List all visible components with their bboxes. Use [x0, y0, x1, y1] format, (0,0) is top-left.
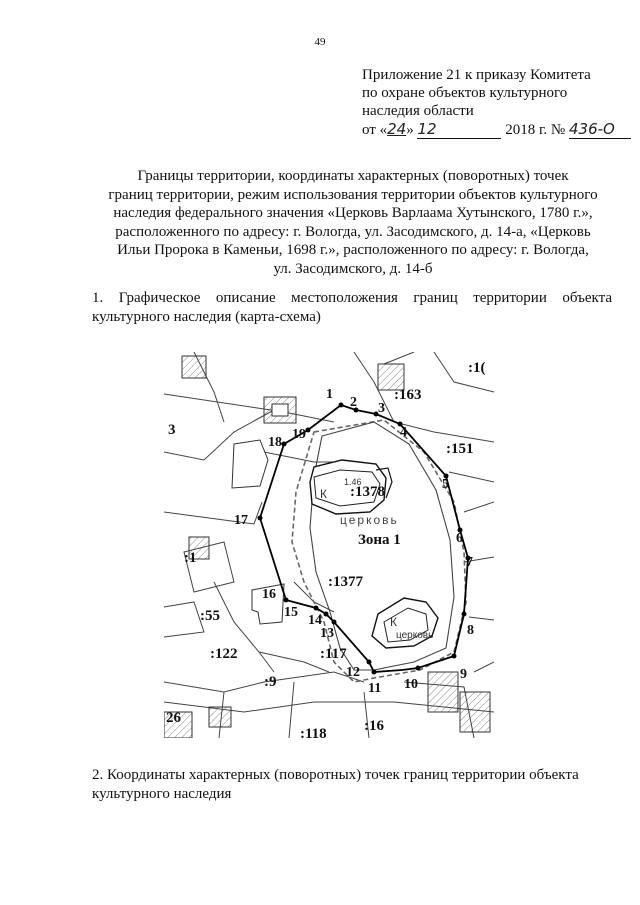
buildings — [164, 356, 490, 738]
parcel-26: 26 — [166, 710, 181, 726]
point-label-5: 5 — [442, 477, 449, 492]
document-title — [94, 167, 612, 278]
parcel-117: :117 — [320, 646, 347, 662]
date-prefix: от « — [362, 122, 388, 138]
zone-label: Зона 1 — [358, 532, 401, 548]
parcel-151: :151 — [446, 441, 474, 457]
point-label-19: 19 — [292, 427, 306, 442]
appendix-header — [362, 66, 632, 139]
point-label-2: 2 — [350, 395, 357, 410]
page-number: 49 — [314, 36, 326, 48]
point-label-14: 14 — [308, 613, 322, 628]
point-label-7: 7 — [466, 555, 473, 570]
point-label-15: 15 — [284, 605, 298, 620]
parcel-1: :1 — [184, 550, 197, 566]
date-day: 24 — [387, 120, 407, 138]
point-label-13: 13 — [320, 626, 334, 641]
point-label-12: 12 — [346, 665, 360, 680]
parcel-9: :9 — [264, 674, 277, 690]
site-map-svg — [164, 352, 494, 738]
parcel-1378: :1378 — [350, 484, 385, 500]
title-line-2: границ территории, режим использования территории объектов культурного — [108, 186, 598, 203]
title-line-6: ул. Засодимского, д. 14-б — [273, 260, 433, 277]
section-1-heading: 1. Графическое описание местоположения границ территории объекта культурного наследия (карта-схема) — [92, 290, 612, 325]
point-label-1: 1 — [326, 387, 333, 402]
point-label-16: 16 — [262, 587, 276, 602]
parcel-1377: :1377 — [328, 574, 363, 590]
appendix-line-1: Приложение 21 к приказу Комитета — [362, 67, 591, 83]
point-label-9: 9 — [460, 667, 467, 682]
church-bottom-letter: К — [390, 615, 397, 629]
section-2-heading: 2. Координаты характерных (поворотных) точек границ территории объекта культурного наследия — [92, 767, 579, 802]
point-label-10: 10 — [404, 677, 418, 692]
site-map — [164, 352, 494, 738]
parcel-3: 3 — [168, 422, 176, 438]
parcel-16: :16 — [364, 718, 384, 734]
parcel-118: :118 — [300, 726, 327, 738]
point-label-3: 3 — [378, 401, 385, 416]
title-line-5: Ильи Пророка в Каменьи, 1698 г.», расположенного по адресу: г. Вологда, — [117, 242, 589, 258]
parcel-122: :122 — [210, 646, 238, 662]
appendix-line-2: по охране объектов культурного — [362, 85, 568, 101]
parcel-163: :163 — [394, 387, 422, 403]
church-word-label: церковь — [340, 513, 399, 527]
church-bottom-word: церковь — [396, 630, 434, 641]
appendix-date-line — [362, 120, 632, 139]
date-year: 2018 г. № — [505, 122, 566, 138]
date-month: 12 — [417, 120, 501, 139]
date-mid: » — [406, 122, 414, 138]
point-label-11: 11 — [368, 681, 382, 696]
church-top-letter: К — [320, 487, 327, 501]
point-label-6: 6 — [456, 531, 463, 546]
church-top-number: 1.46 — [344, 477, 362, 487]
title-line-3: наследия федерального значения «Церковь Варлаама Хутынского, 1780 г.», — [113, 205, 593, 221]
point-label-18: 18 — [268, 435, 282, 450]
point-label-4: 4 — [400, 425, 407, 440]
point-label-17: 17 — [234, 513, 248, 528]
point-label-8: 8 — [467, 623, 474, 638]
title-line-4: расположенного по адресу: г. Вологда, ул. Засодимского, д. 14-а, «Церковь — [115, 223, 591, 240]
parcel-1-top: :1( — [468, 360, 486, 376]
parcel-55: :55 — [200, 608, 220, 624]
appendix-line-3: наследия области — [362, 103, 474, 119]
order-number: 436-О — [569, 120, 631, 139]
title-line-1: Границы территории, координаты характерных (поворотных) точек — [137, 168, 569, 184]
